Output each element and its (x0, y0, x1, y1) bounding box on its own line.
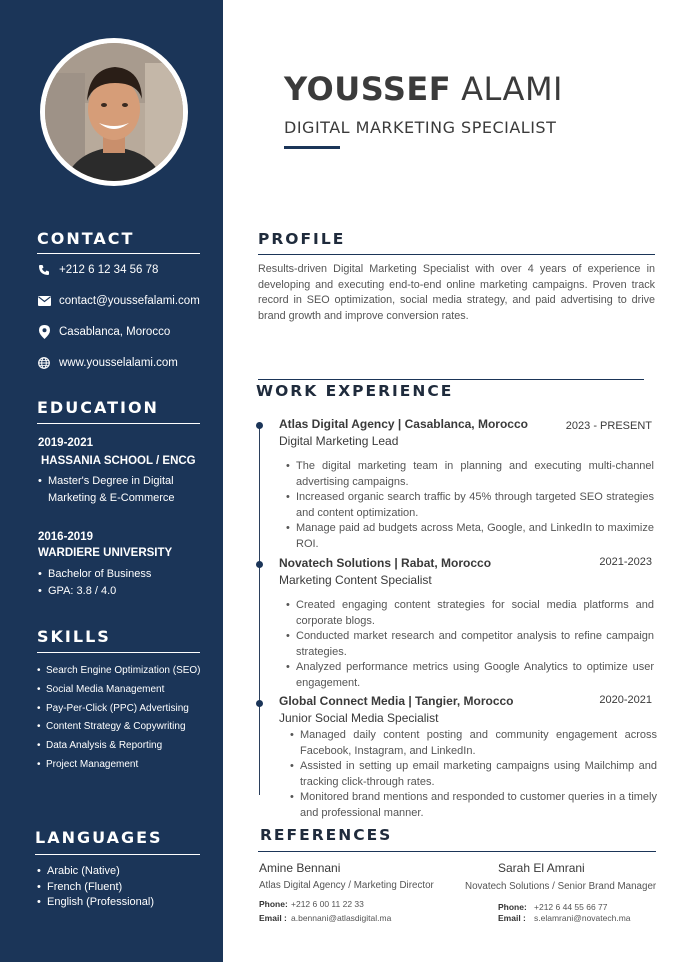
job-bullet: • Managed daily content posting and community engagement across Facebook, Instagram, and LinkedIn. (290, 728, 657, 759)
reference-phone (259, 899, 364, 909)
first-name: YOUSSEF (284, 70, 452, 108)
last-name: ALAMI (461, 70, 563, 108)
education-heading: EDUCATION (37, 398, 159, 417)
references-divider (258, 851, 656, 852)
timeline-line (259, 425, 260, 795)
job-bullet: • Increased organic search traffic by 45% through targeted SEO strategies and content optimization. (286, 490, 654, 521)
skill-item: • Content Strategy & Copywriting (37, 718, 201, 737)
job-bullet: • Monitored brand mentions and responded to customer queries in a timely and professional manner. (290, 790, 657, 821)
skills-heading: SKILLS (37, 627, 111, 646)
job-company: Atlas Digital Agency | Casablanca, Morocco (279, 417, 528, 431)
job-bullet: • Created engaging content strategies for social media platforms and corporate blogs. (286, 598, 654, 629)
language-item: • Arabic (Native) (37, 864, 154, 880)
education-detail-item: • GPA: 3.8 / 4.0 (38, 583, 198, 600)
reference-name: Sarah El Amrani (498, 861, 585, 875)
skills-divider (37, 652, 200, 653)
phone-icon (37, 263, 51, 277)
job-date: 2020-2021 (599, 694, 652, 706)
reference-org: Atlas Digital Agency / Marketing Director (259, 880, 434, 891)
contact-divider (37, 253, 200, 254)
job-responsibilities (286, 598, 654, 691)
title-accent-bar (284, 146, 340, 149)
references-heading: REFERENCES (260, 826, 393, 844)
contact-website (37, 356, 178, 370)
profile-heading: PROFILE (258, 230, 346, 248)
reference-phone-value: +212 6 00 11 22 33 (291, 899, 364, 909)
education-detail-item: • Master's Degree in Digital Marketing & E-Commerce (38, 473, 188, 507)
education-details (38, 473, 188, 507)
contact-phone (37, 263, 158, 277)
education-school: WARDIERE UNIVERSITY (38, 547, 173, 559)
contact-email (37, 294, 200, 308)
languages-heading: LANGUAGES (35, 828, 163, 847)
experience-top-divider (258, 379, 644, 380)
profile-photo (45, 43, 183, 181)
job-bullet: • Conducted market research and competitor analysis to refine campaign strategies. (286, 629, 654, 660)
job-responsibilities (286, 459, 654, 552)
reference-phone-value: +212 6 44 55 66 77 (534, 902, 608, 912)
language-item: • English (Professional) (37, 895, 154, 911)
job-role: Digital Marketing Lead (279, 434, 399, 448)
job-role: Marketing Content Specialist (279, 573, 432, 587)
job-company: Global Connect Media | Tangier, Morocco (279, 694, 514, 708)
reference-email-value[interactable]: s.elamrani@novatech.ma (534, 913, 631, 923)
education-school: HASSANIA SCHOOL / ENCG (41, 455, 196, 467)
job-company: Novatech Solutions | Rabat, Morocco (279, 556, 492, 570)
skill-item: • Pay-Per-Click (PPC) Advertising (37, 700, 201, 719)
job-bullet: • Assisted in setting up email marketing campaigns using Mailchimp and tracking click-through rates. (290, 759, 657, 790)
person-title: DIGITAL MARKETING SPECIALIST (284, 118, 557, 137)
contact-website-text[interactable]: www.yousselalami.com (59, 357, 178, 369)
job-date: 2021-2023 (599, 556, 652, 568)
reference-phone-label: Phone: (259, 899, 288, 909)
job-date: 2023 - PRESENT (565, 420, 652, 432)
education-details (38, 566, 198, 600)
skill-item: • Data Analysis & Reporting (37, 737, 201, 756)
languages-divider (35, 854, 200, 855)
profile-divider (258, 254, 655, 255)
job-role: Junior Social Media Specialist (279, 711, 439, 725)
education-years: 2016-2019 (38, 531, 93, 543)
timeline-dot (256, 700, 263, 707)
reference-email (259, 913, 391, 923)
skill-item: • Search Engine Optimization (SEO) (37, 662, 201, 681)
profile-photo-frame (40, 38, 188, 186)
globe-icon (37, 356, 51, 370)
experience-heading: WORK EXPERIENCE (256, 382, 454, 400)
education-years: 2019-2021 (38, 437, 93, 449)
sidebar (0, 0, 223, 962)
job-responsibilities (290, 728, 657, 821)
education-detail-item: • Bachelor of Business (38, 566, 198, 583)
job-bullet: • Analyzed performance metrics using Google Analytics to optimize user engagement. (286, 660, 654, 691)
reference-email-label: Email : (259, 913, 287, 923)
reference-phone (498, 902, 608, 912)
reference-email (498, 913, 631, 923)
education-divider (37, 423, 200, 424)
reference-phone-label: Phone: (498, 902, 527, 912)
timeline-dot (256, 422, 263, 429)
contact-phone-text: +212 6 12 34 56 78 (59, 264, 159, 276)
map-pin-icon (37, 325, 51, 339)
contact-heading: CONTACT (37, 229, 135, 248)
person-name (284, 70, 563, 108)
contact-location (37, 325, 170, 339)
reference-email-label: Email : (498, 913, 526, 923)
reference-email-value[interactable]: a.bennani@atlasdigital.ma (291, 913, 392, 923)
contact-location-text: Casablanca, Morocco (59, 326, 171, 338)
profile-summary: Results-driven Digital Marketing Specialist with over 4 years of experience in developing and executing end-to-end online marketing campaigns. Proven track record in SEO optimization, social media strategy, and paid advertising to drive brand growth and improve conversion rates. (258, 263, 655, 322)
job-bullet: • The digital marketing team in planning and executing multi-channel advertising campaigns. (286, 459, 654, 490)
languages-list (37, 864, 154, 911)
envelope-icon (37, 294, 51, 308)
timeline-dot (256, 561, 263, 568)
reference-org: Novatech Solutions / Senior Brand Manager (465, 881, 657, 892)
skills-list (37, 662, 201, 775)
language-item: • French (Fluent) (37, 880, 154, 896)
contact-email-text[interactable]: contact@youssefalami.com (59, 295, 200, 307)
skill-item: • Project Management (37, 756, 201, 775)
skill-item: • Social Media Management (37, 681, 201, 700)
reference-name: Amine Bennani (259, 861, 341, 875)
job-bullet: • Manage paid ad budgets across Meta, Google, and LinkedIn to maximize ROI. (286, 521, 654, 552)
